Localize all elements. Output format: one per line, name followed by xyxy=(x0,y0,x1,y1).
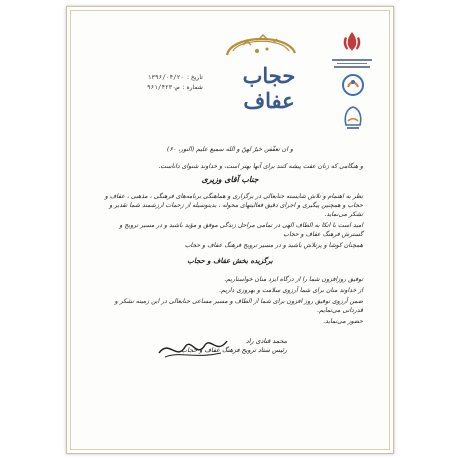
department-logo-icon xyxy=(339,71,367,99)
logo-text xyxy=(229,65,309,111)
quran-quote: و ان تعفّفن خیرٌ لهنّ و الله سمیع علیم (النور، ۶۰) xyxy=(167,146,293,153)
letter-closing-3: ضمن آرزوی توفیق روز افزون برای شما از الطاف و مسیر مساعی جنابعالی در این زمینه تشکر و قدردانی می‌نمایم. xyxy=(114,298,363,314)
signer-title: رئیس ستاد ترویج فرهنگ عفاف و حجاب xyxy=(181,346,287,354)
signer-name: محمد قنادی راد xyxy=(245,337,287,345)
logo-text-line1: حجاب xyxy=(242,63,296,88)
date-value: ۱۳۹۶/۰۴/۲۰ xyxy=(147,74,184,81)
letter-closing-1: توفیق روزافزون شما را از درگاه ایزد منان خواستاریم. xyxy=(224,276,363,283)
letter-body xyxy=(97,143,363,328)
number-value: ۹۶۱/ص۴۲۳۰ xyxy=(147,84,180,91)
number-label: شماره : xyxy=(182,84,203,91)
letter-intro: و هنگامی که زنان عفت پیشه کنند برای آنها بهتر است، و خداوند شنوای داناست. xyxy=(158,163,363,170)
handwritten-signature xyxy=(155,331,235,367)
certificate-paper xyxy=(66,6,394,454)
iran-emblem-icon xyxy=(339,29,365,55)
letter-body-1: نظر به اهتمام و تلاش شایسته جنابعالی در برگزاری و هماهنگی برنامه‌های فرهنگی ، مذهبی ، عفاف و حجاب و همچنین پیگیری و اجرای دقیق فعالیتهای محوله ، بدینوسیله از زحمات ارزشمند شما تقدیر و تشکر می‌نماید. xyxy=(104,193,363,218)
addressee: جناب آقای وزیری xyxy=(201,175,259,184)
date-label: تاریخ : xyxy=(186,74,203,81)
letter-body-2: امید است با اتکا به الطاف الهی در تمامی مراحل زندگی موفق و مؤید باشید و در مسیر ترویج و گسترش فرهنگ عفاف و حجاب xyxy=(119,222,363,238)
award-title: برگزیده بخش عفاف و حجاب xyxy=(187,256,273,265)
signature-block xyxy=(147,337,287,355)
logo-text-line2: عفاف xyxy=(243,88,295,113)
hijab-logo-icon xyxy=(339,103,367,133)
ministry-lines xyxy=(328,57,376,68)
letter-body-3: همچنان کوشا و پرتلاش باشید و در مسیر ترویج فرهنگ عفاف و حجاب xyxy=(184,242,363,249)
letter-closing-2: از خداوند منان برای شما آرزوی سلامت و بهروزی داریم. xyxy=(219,287,363,294)
letter-closing-4: حضور می‌نماید. xyxy=(323,318,363,325)
letter-meta xyxy=(147,73,203,93)
